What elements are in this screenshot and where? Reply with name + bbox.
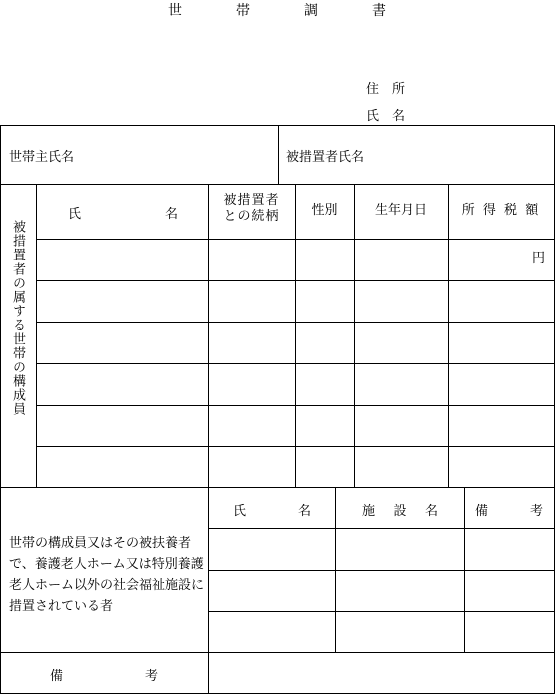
facility-col-remarks: 備 考: [475, 504, 543, 519]
household-head-name-label: 世帯主氏名: [9, 150, 75, 165]
name-label: 氏 名: [366, 109, 406, 124]
facility-section-label: 世帯の構成員又はその被扶養者で、養護老人ホーム又は特別養護老人ホーム以外の社会福祉施設に措置されている者: [9, 536, 205, 614]
title-char-4: 書: [372, 3, 386, 19]
title-char-3: 調: [304, 3, 318, 19]
members-section-label: 被措置者の属する世帯の構成員: [10, 220, 25, 416]
members-col-name: 氏 名: [68, 207, 178, 222]
bottom-remarks-label: 備 考: [50, 669, 158, 684]
yen-unit: 円: [532, 251, 546, 266]
address-label: 住 所: [366, 82, 406, 97]
members-col-income-tax: 所 得 税 額: [461, 203, 541, 218]
title-char-1: 世: [168, 3, 182, 19]
target-person-name-label: 被措置者氏名: [286, 150, 365, 165]
members-col-relation: 被措置者 との続柄: [223, 193, 280, 224]
members-col-birthdate: 生年月日: [374, 203, 427, 218]
facility-col-facility: 施 設 名: [362, 504, 438, 519]
title-char-2: 帯: [236, 3, 250, 19]
facility-col-name: 氏 名: [233, 504, 311, 519]
document-title: [0, 0, 555, 20]
members-col-sex: 性別: [311, 203, 338, 218]
